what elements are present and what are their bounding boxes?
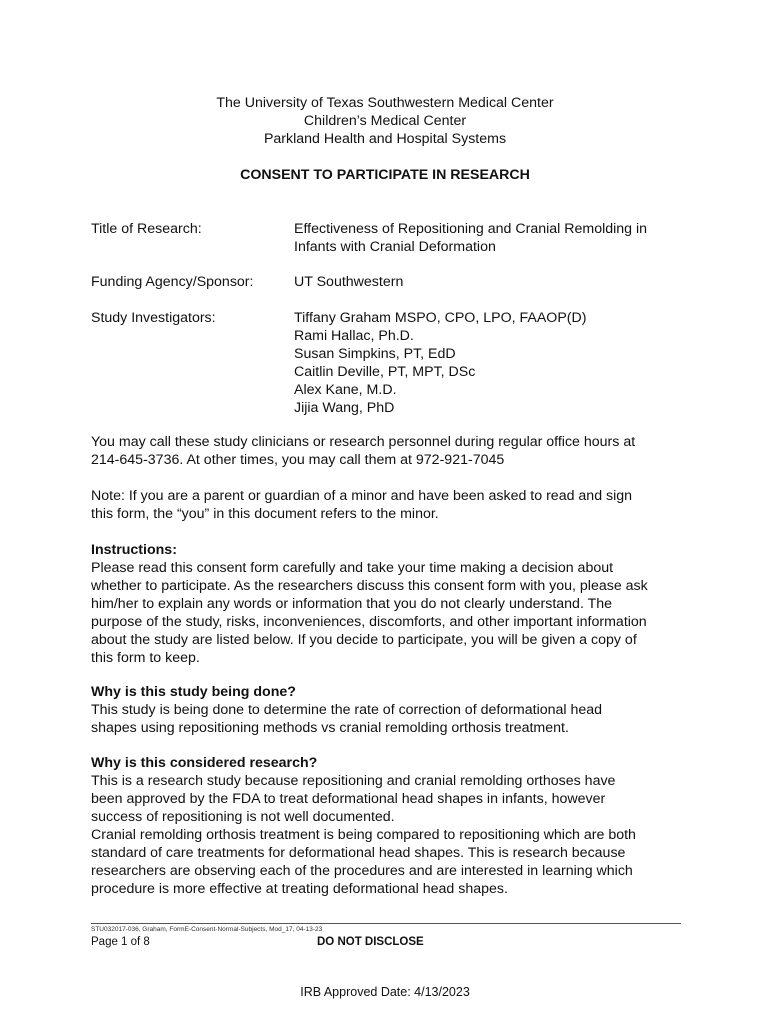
- why-done-line: This study is being done to determine the rate of correction of deformational head: [91, 702, 603, 718]
- instructions-section: [91, 541, 681, 667]
- research-title-line: Infants with Cranial Deformation: [294, 239, 496, 255]
- instructions-line: this form to keep.: [91, 650, 200, 666]
- footer-divider: [91, 923, 681, 924]
- funding-label: Funding Agency/Sponsor:: [91, 274, 254, 290]
- investigator-item: Jijia Wang, PhD: [294, 400, 395, 416]
- instructions-heading: Instructions:: [91, 542, 177, 558]
- funding-value: UT Southwestern: [294, 274, 404, 290]
- why-done-heading: Why is this study being done?: [91, 684, 296, 700]
- health-system-name: Parkland Health and Hospital Systems: [263, 131, 507, 147]
- why-research-line: Cranial remolding orthosis treatment is being compared to repositioning which are both: [91, 827, 636, 843]
- document-title: CONSENT TO PARTICIPATE IN RESEARCH: [240, 167, 530, 183]
- instructions-line: purpose of the study, risks, inconveniences, discomforts, and other important information: [91, 614, 647, 630]
- why-research-line: This is a research study because repositioning and cranial remolding orthoses have: [91, 773, 616, 789]
- why-research-line: procedure is more effective at treating deformational head shapes.: [91, 881, 508, 897]
- why-research-line: researchers are observing each of the procedures and are interested in learning which: [91, 863, 633, 879]
- why-research-line: success of repositioning is not well documented.: [91, 809, 395, 825]
- instructions-line: Please read this consent form carefully and take your time making a decision about: [91, 560, 614, 576]
- investigators-list: [294, 309, 694, 417]
- research-title-label: Title of Research:: [91, 221, 202, 237]
- why-done-line: shapes using repositioning methods vs cranial remolding orthosis treatment.: [91, 720, 569, 736]
- investigator-item: Rami Hallac, Ph.D.: [294, 328, 414, 344]
- investigators-label: Study Investigators:: [91, 310, 216, 326]
- note-line: Note: If you are a parent or guardian of a minor and have been asked to read and sign: [91, 488, 633, 504]
- instructions-line: whether to participate. As the researchers discuss this consent form with you, please ask: [91, 578, 648, 594]
- note-paragraph: [91, 487, 681, 523]
- footer-document-id: STU032017-036, Graham, FormE-Consent-Normal-Subjects, Mod_17, 04-13-23: [91, 926, 323, 933]
- contact-paragraph: [91, 433, 681, 469]
- contact-line: 214-645-3736. At other times, you may call them at 972-921-7045: [91, 452, 505, 468]
- hospital-name: Children’s Medical Center: [303, 113, 467, 129]
- why-research-line: been approved by the FDA to treat deformational head shapes in infants, however: [91, 791, 606, 807]
- investigator-item: Caitlin Deville, PT, MPT, DSc: [294, 364, 476, 380]
- why-research-section: [91, 754, 681, 898]
- investigator-item: Alex Kane, M.D.: [294, 382, 397, 398]
- research-title-line: Effectiveness of Repositioning and Cranial Remolding in: [294, 221, 648, 237]
- investigator-item: Tiffany Graham MSPO, CPO, LPO, FAAOP(D): [294, 310, 587, 326]
- instructions-line: him/her to explain any words or information that you do not clearly understand. The: [91, 596, 613, 612]
- footer-do-not-disclose: DO NOT DISCLOSE: [317, 936, 424, 948]
- why-done-section: [91, 683, 681, 737]
- footer-page-number: Page 1 of 8: [91, 936, 150, 948]
- why-research-line: standard of care treatments for deformational head shapes. This is research because: [91, 845, 626, 861]
- instructions-line: about the study are listed below. If you decide to participate, you will be given a copy of: [91, 632, 637, 648]
- note-line: this form, the “you” in this document refers to the minor.: [91, 506, 439, 522]
- institution-name: The University of Texas Southwestern Medical Center: [216, 95, 554, 111]
- irb-approved-date: IRB Approved Date: 4/13/2023: [300, 985, 470, 999]
- why-research-heading: Why is this considered research?: [91, 755, 318, 771]
- contact-line: You may call these study clinicians or research personnel during regular office hours at: [91, 434, 636, 450]
- investigator-item: Susan Simpkins, PT, EdD: [294, 346, 456, 362]
- research-title-value: [294, 220, 694, 256]
